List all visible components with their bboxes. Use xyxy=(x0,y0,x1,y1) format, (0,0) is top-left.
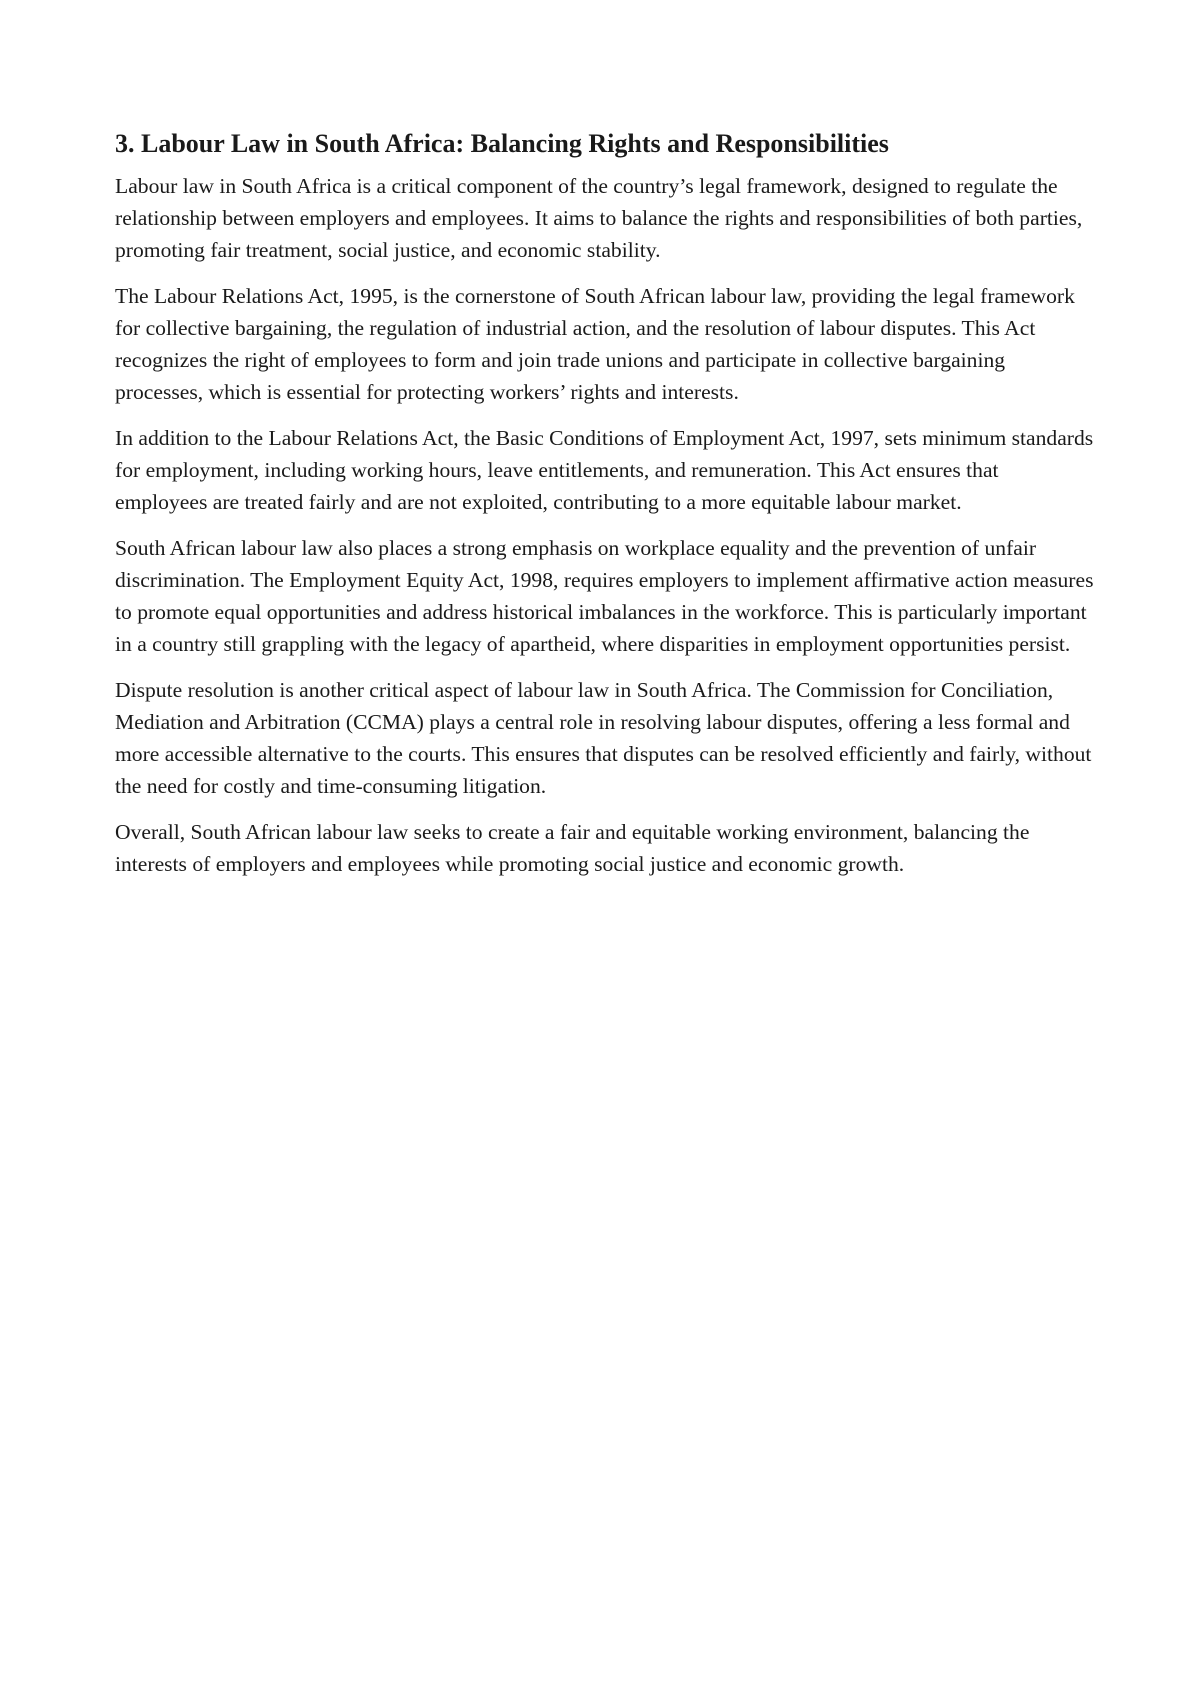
paragraph-intro: Labour law in South Africa is a critical component of the country’s legal framework, designed to regulate the relationship between employers and employees. It aims to balance the rights and responsibilities of both parties, promoting fair treatment, social justice, and economic stability. xyxy=(115,174,1083,262)
paragraph-employment-equity: South African labour law also places a strong emphasis on workplace equality and the prevention of unfair discrimination. The Employment Equity Act, 1998, requires employers to implement affirmative action measures to promote equal opportunities and address historical imbalances in the workforce. This is particularly important in a country still grappling with the legacy of apartheid, where disparities in employment opportunities persist. xyxy=(115,536,1094,656)
paragraph-dispute-resolution: Dispute resolution is another critical aspect of labour law in South Africa. The Commission for Conciliation, Mediation and Arbitration (CCMA) plays a central role in resolving labour disputes, offering a less formal and more accessible alternative to the courts. This ensures that disputes can be resolved efficiently and fairly, without the need for costly and time-consuming litigation. xyxy=(115,678,1092,798)
paragraph-basic-conditions-act: In addition to the Labour Relations Act, the Basic Conditions of Employment Act, 1997, sets minimum standards for employment, including working hours, leave entitlements, and remuneration. This Act ensures that employees are treated fairly and are not exploited, contributing to a more equitable labour market. xyxy=(115,426,1094,514)
section-heading: 3. Labour Law in South Africa: Balancing Rights and Responsibilities xyxy=(115,129,889,158)
paragraph-conclusion: Overall, South African labour law seeks to create a fair and equitable working environment, balancing the interests of employers and employees while promoting social justice and economic growth. xyxy=(115,820,1030,876)
document-body xyxy=(115,128,1095,894)
paragraph-labour-relations-act: The Labour Relations Act, 1995, is the cornerstone of South African labour law, providing the legal framework for collective bargaining, the regulation of industrial action, and the resolution of labour disputes. This Act recognizes the right of employees to form and join trade unions and participate in collective bargaining processes, which is essential for protecting workers’ rights and interests. xyxy=(115,284,1075,404)
